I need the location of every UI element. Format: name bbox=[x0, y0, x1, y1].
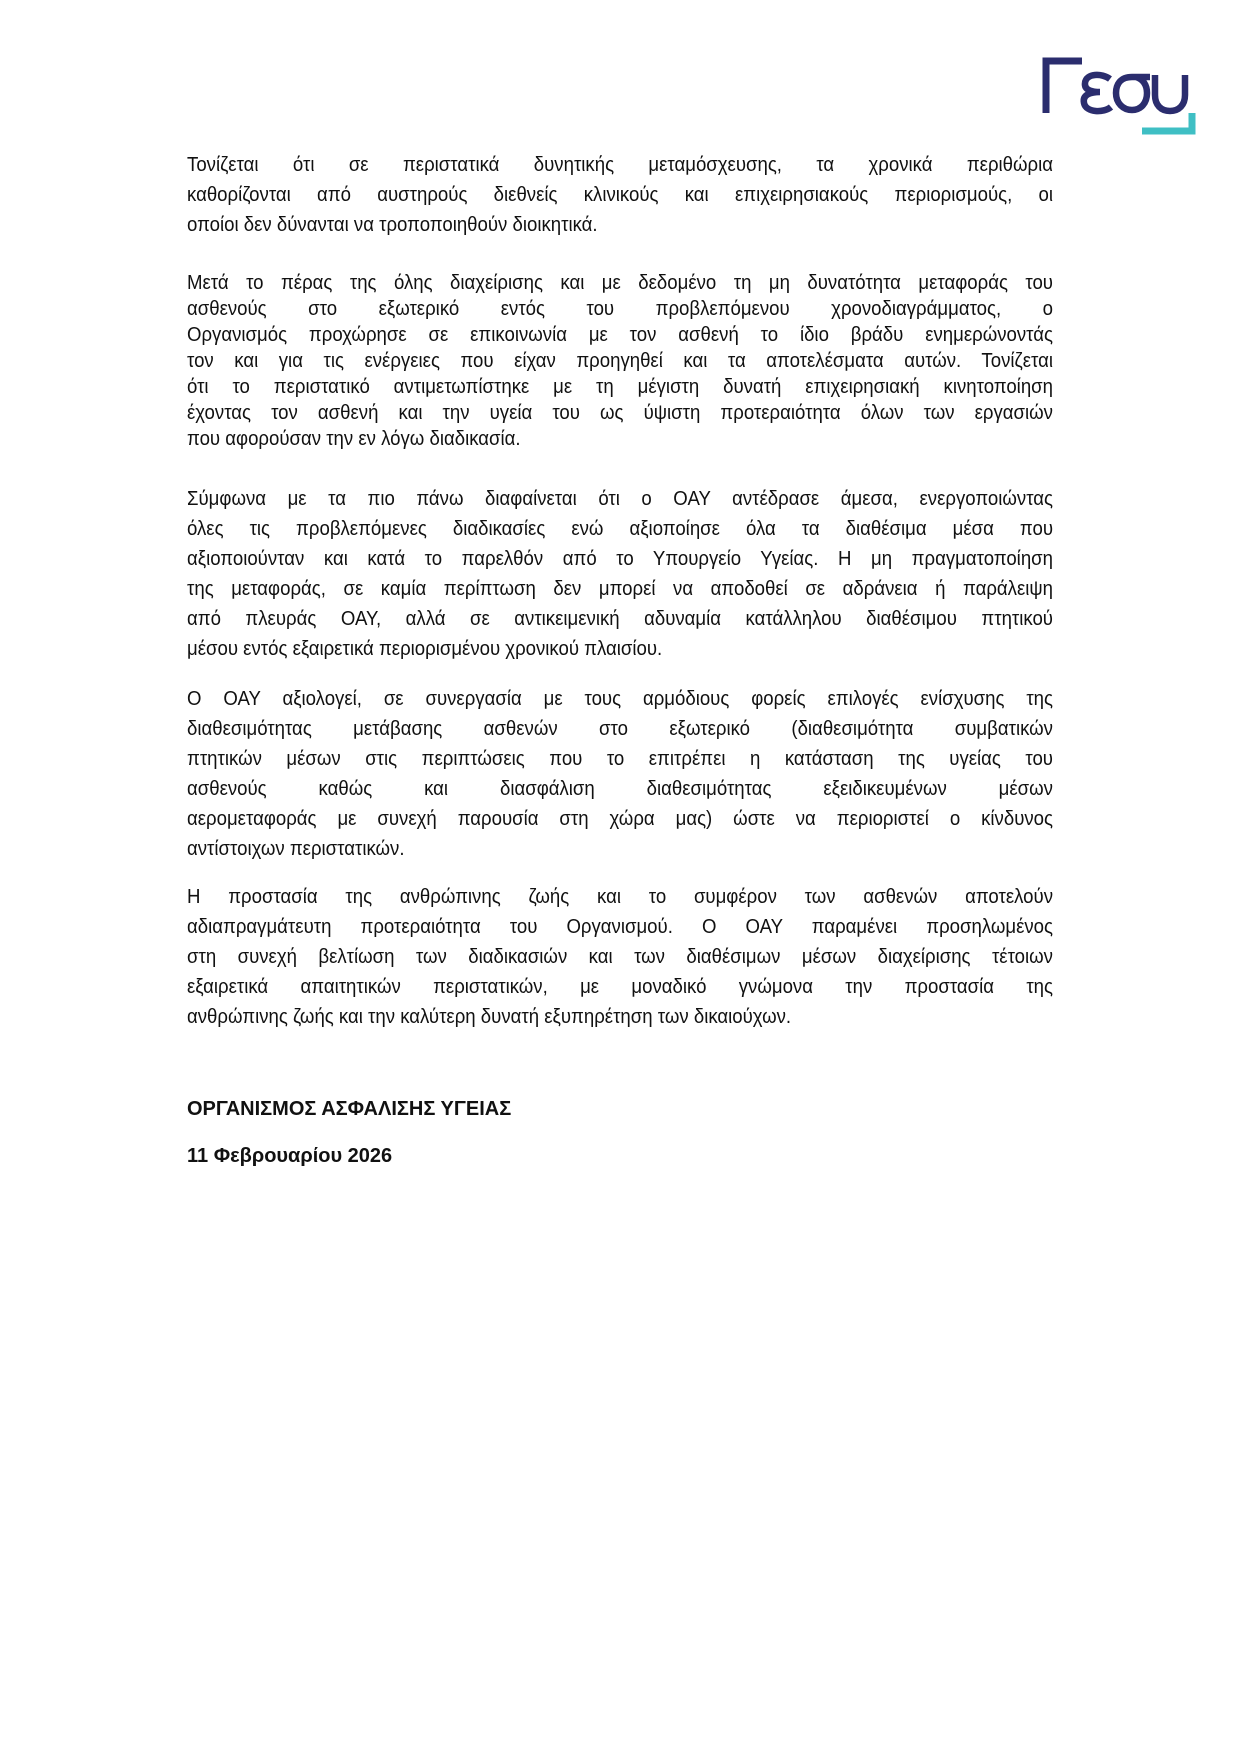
logo-sigma-stroke bbox=[1116, 77, 1150, 110]
text-line: αδιαπραγμάτευτη προτεραιότητα του Οργανισμού. Ο ΟΑΥ παραμένει προσηλωμένος bbox=[187, 916, 1053, 938]
paragraph-1 bbox=[187, 150, 1053, 240]
text-line: που αφορούσαν την εν λόγω διαδικασία. bbox=[187, 428, 521, 450]
text-line: ότι το περιστατικό αντιμετωπίστηκε με τη μέγιστη δυνατή επιχειρησιακή κινητοποίηση bbox=[187, 376, 1053, 398]
text-line: από πλευράς ΟΑΥ, αλλά σε αντικειμενική αδυναμία κατάλληλου διαθέσιμου πτητικού bbox=[187, 608, 1053, 630]
logo-u-stroke bbox=[1155, 75, 1185, 111]
logo-epsilon-stroke bbox=[1084, 75, 1111, 111]
organization-logo bbox=[1040, 55, 1200, 145]
text-line: στη συνεχή βελτίωση των διαδικασιών και των διαθέσιμων μέσων διαχείρισης τέτοιων bbox=[187, 946, 1053, 968]
text-line: ασθενούς στο εξωτερικό εντός του προβλεπόμενου χρονοδιαγράμματος, ο bbox=[187, 298, 1053, 320]
text-line: Σύμφωνα με τα πιο πάνω διαφαίνεται ότι ο ΟΑΥ αντέδρασε άμεσα, ενεργοποιώντας bbox=[187, 488, 1053, 510]
text-line: πτητικών μέσων στις περιπτώσεις που το επιτρέπει η κατάσταση της υγείας του bbox=[187, 748, 1053, 770]
text-line: Ο ΟΑΥ αξιολογεί, σε συνεργασία με τους αρμόδιους φορείς επιλογές ενίσχυσης της bbox=[187, 688, 1053, 710]
paragraph-3 bbox=[187, 484, 1053, 664]
text-line: καθορίζονται από αυστηρούς διεθνείς κλινικούς και επιχειρησιακούς περιορισμούς, οι bbox=[187, 184, 1053, 206]
text-line: αντίστοιχων περιστατικών. bbox=[187, 838, 405, 860]
text-line: αξιοποιούνταν και κατά το παρελθόν από το Υπουργείο Υγείας. Η μη πραγματοποίηση bbox=[187, 548, 1053, 570]
text-line: Η προστασία της ανθρώπινης ζωής και το συμφέρον των ασθενών αποτελούν bbox=[187, 886, 1053, 908]
paragraph-4 bbox=[187, 684, 1053, 864]
text-line: μέσου εντός εξαιρετικά περιορισμένου χρονικού πλαισίου. bbox=[187, 638, 663, 660]
text-line: αερομεταφοράς με συνεχή παρουσία στη χώρα μας) ώστε να περιοριστεί ο κίνδυνος bbox=[187, 808, 1053, 830]
text-line: της μεταφοράς, σε καμία περίπτωση δεν μπορεί να αποδοθεί σε αδράνεια ή παράλειψη bbox=[187, 578, 1053, 600]
text-line: εξαιρετικά απαιτητικών περιστατικών, με μοναδικό γνώμονα την προστασία της bbox=[187, 976, 1053, 998]
text-line: Οργανισμός προχώρησε σε επικοινωνία με τον ασθενή το ίδιο βράδυ ενημερώνοντάς bbox=[187, 324, 1053, 346]
paragraph-2 bbox=[187, 270, 1053, 452]
text-line: Μετά το πέρας της όλης διαχείρισης και με δεδομένο τη μη δυνατότητα μεταφοράς του bbox=[187, 272, 1053, 294]
text-line: διαθεσιμότητας μετάβασης ασθενών στο εξωτερικό (διαθεσιμότητα συμβατικών bbox=[187, 718, 1053, 740]
text-line: Τονίζεται ότι σε περιστατικά δυνητικής μεταμόσχευσης, τα χρονικά περιθώρια bbox=[187, 154, 1053, 176]
signature-date: 11 Φεβρουαρίου 2026 bbox=[187, 1145, 393, 1167]
text-line: ανθρώπινης ζωής και την καλύτερη δυνατή εξυπηρέτηση των δικαιούχων. bbox=[187, 1006, 792, 1028]
logo-gamma-stroke bbox=[1046, 61, 1082, 113]
text-line: ασθενούς καθώς και διασφάλιση διαθεσιμότητας εξειδικευμένων μέσων bbox=[187, 778, 1053, 800]
text-line: τον και για τις ενέργειες που είχαν προηγηθεί και τα αποτελέσματα αυτών. Τονίζεται bbox=[187, 350, 1053, 372]
signature-organization: ΟΡΓΑΝΙΣΜΟΣ ΑΣΦΑΛΙΣΗΣ ΥΓΕΙΑΣ bbox=[187, 1098, 512, 1120]
text-line: όλες τις προβλεπόμενες διαδικασίες ενώ αξιοποίησε όλα τα διαθέσιμα μέσα που bbox=[187, 518, 1053, 540]
text-line: οποίοι δεν δύνανται να τροποποιηθούν διοικητικά. bbox=[187, 214, 598, 236]
logo-accent-bracket bbox=[1142, 113, 1192, 131]
text-line: έχοντας τον ασθενή και την υγεία του ως ύψιστη προτεραιότητα όλων των εργασιών bbox=[187, 402, 1053, 424]
paragraph-5 bbox=[187, 882, 1053, 1032]
